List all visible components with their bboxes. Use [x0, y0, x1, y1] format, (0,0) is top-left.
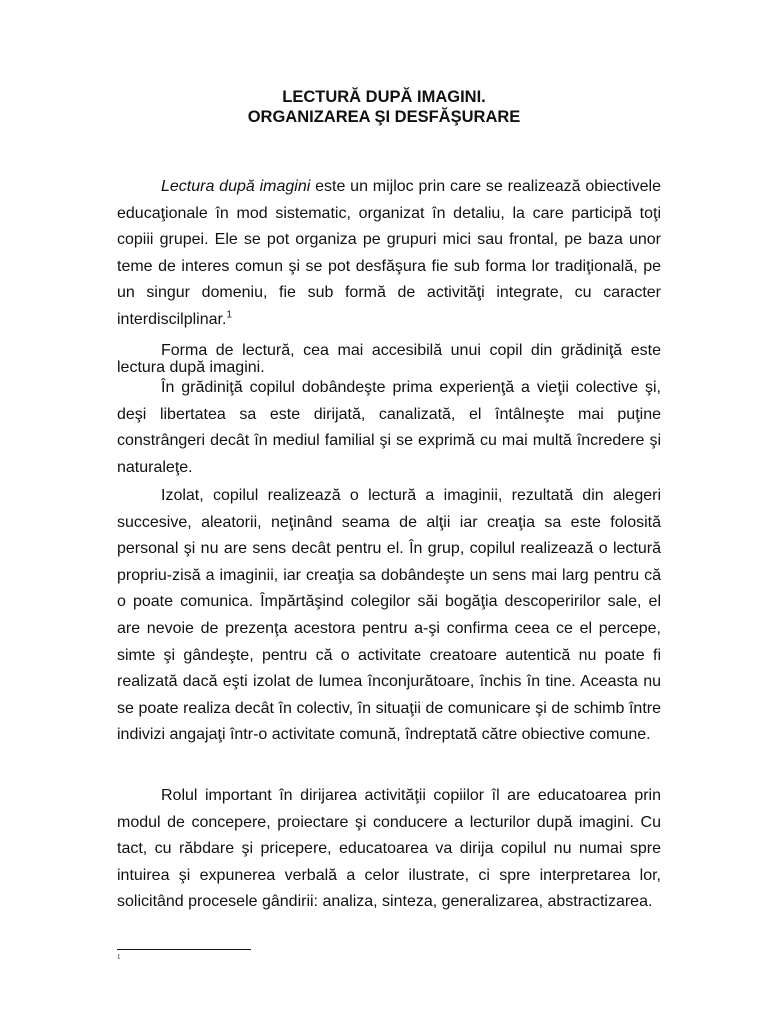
- footnote-separator: [117, 949, 251, 950]
- document-title-line-1: LECTURĂ DUPĂ IMAGINI.: [282, 88, 486, 106]
- paragraph-2: Forma de lectură, cea mai accesibilă unui copil din grădiniţă este lectura după imagini.: [117, 342, 661, 376]
- document-title-line-2: ORGANIZAREA ŞI DESFĂŞURARE: [247, 108, 521, 126]
- paragraph-3: În grădiniţă copilul dobândeşte prima experienţă a vieţii colective şi, deşi libertatea sa este dirijată, canalizată, el întâlneşte mai puţine constrângeri decât în mediul familial şi se exprimă cu mai multă încredere şi naturaleţe.: [117, 379, 661, 476]
- paragraph-1-italic-lead: Lectura după imagini: [161, 178, 311, 195]
- paragraph-4: Izolat, copilul realizează o lectură a imaginii, rezultată din alegeri succesive, aleatorii, neţinând seama de alţii iar creaţia sa este folosită personal şi nu are sens decât pentru el. În grup, copilul realizează o lectură propriu-zisă a imaginii, iar creaţia sa dobândeşte un sens mai larg pentru că o poate comunica. Împărtăşind colegilor săi bogăţia descoperirilor sale, el are nevoie de prezenţa acestora pentru a-şi confirma ceea ce el percepe, simte şi gândeşte, pentru că o activitate creatoare autentică nu poate fi realizată dacă eşti izolat de lumea înconjurătoare, închis în tine. Aceasta nu se poate realiza decât în colectiv, în situaţii de comunicare şi de schimb între indivizi angajaţi într-o activitate comună, îndreptată către obiective comune.: [117, 487, 661, 744]
- footnote-number: 1: [117, 953, 121, 961]
- paragraph-1-text: este un mijloc prin care se realizează obiectivele educaţionale în mod sistematic, organizat în detaliu, la care participă toţi copiii grupei. Ele se pot organiza pe grupuri mici sau frontal, pe baza unor teme de interes comun şi se pot desfăşura fie sub forma lor tradiţională, pe un singur domeniu, fie sub formă de activităţi integrate, cu caracter interdiscilplinar.: [117, 178, 661, 328]
- paragraph-5: Rolul important în dirijarea activităţii copiilor îl are educatoarea prin modul de concepere, proiectare şi conducere a lecturilor după imagini. Cu tact, cu răbdare şi pricepere, educatoarea va dirija copilul nu numai spre intuirea şi expunerea verbală a celor ilustrate, ci spre interpretarea lor, solicitând procesele gândirii: analiza, sinteza, generalizarea, abstractizarea.: [117, 787, 661, 911]
- footnote-reference[interactable]: 1: [226, 309, 232, 321]
- paragraph-1: [117, 174, 661, 334]
